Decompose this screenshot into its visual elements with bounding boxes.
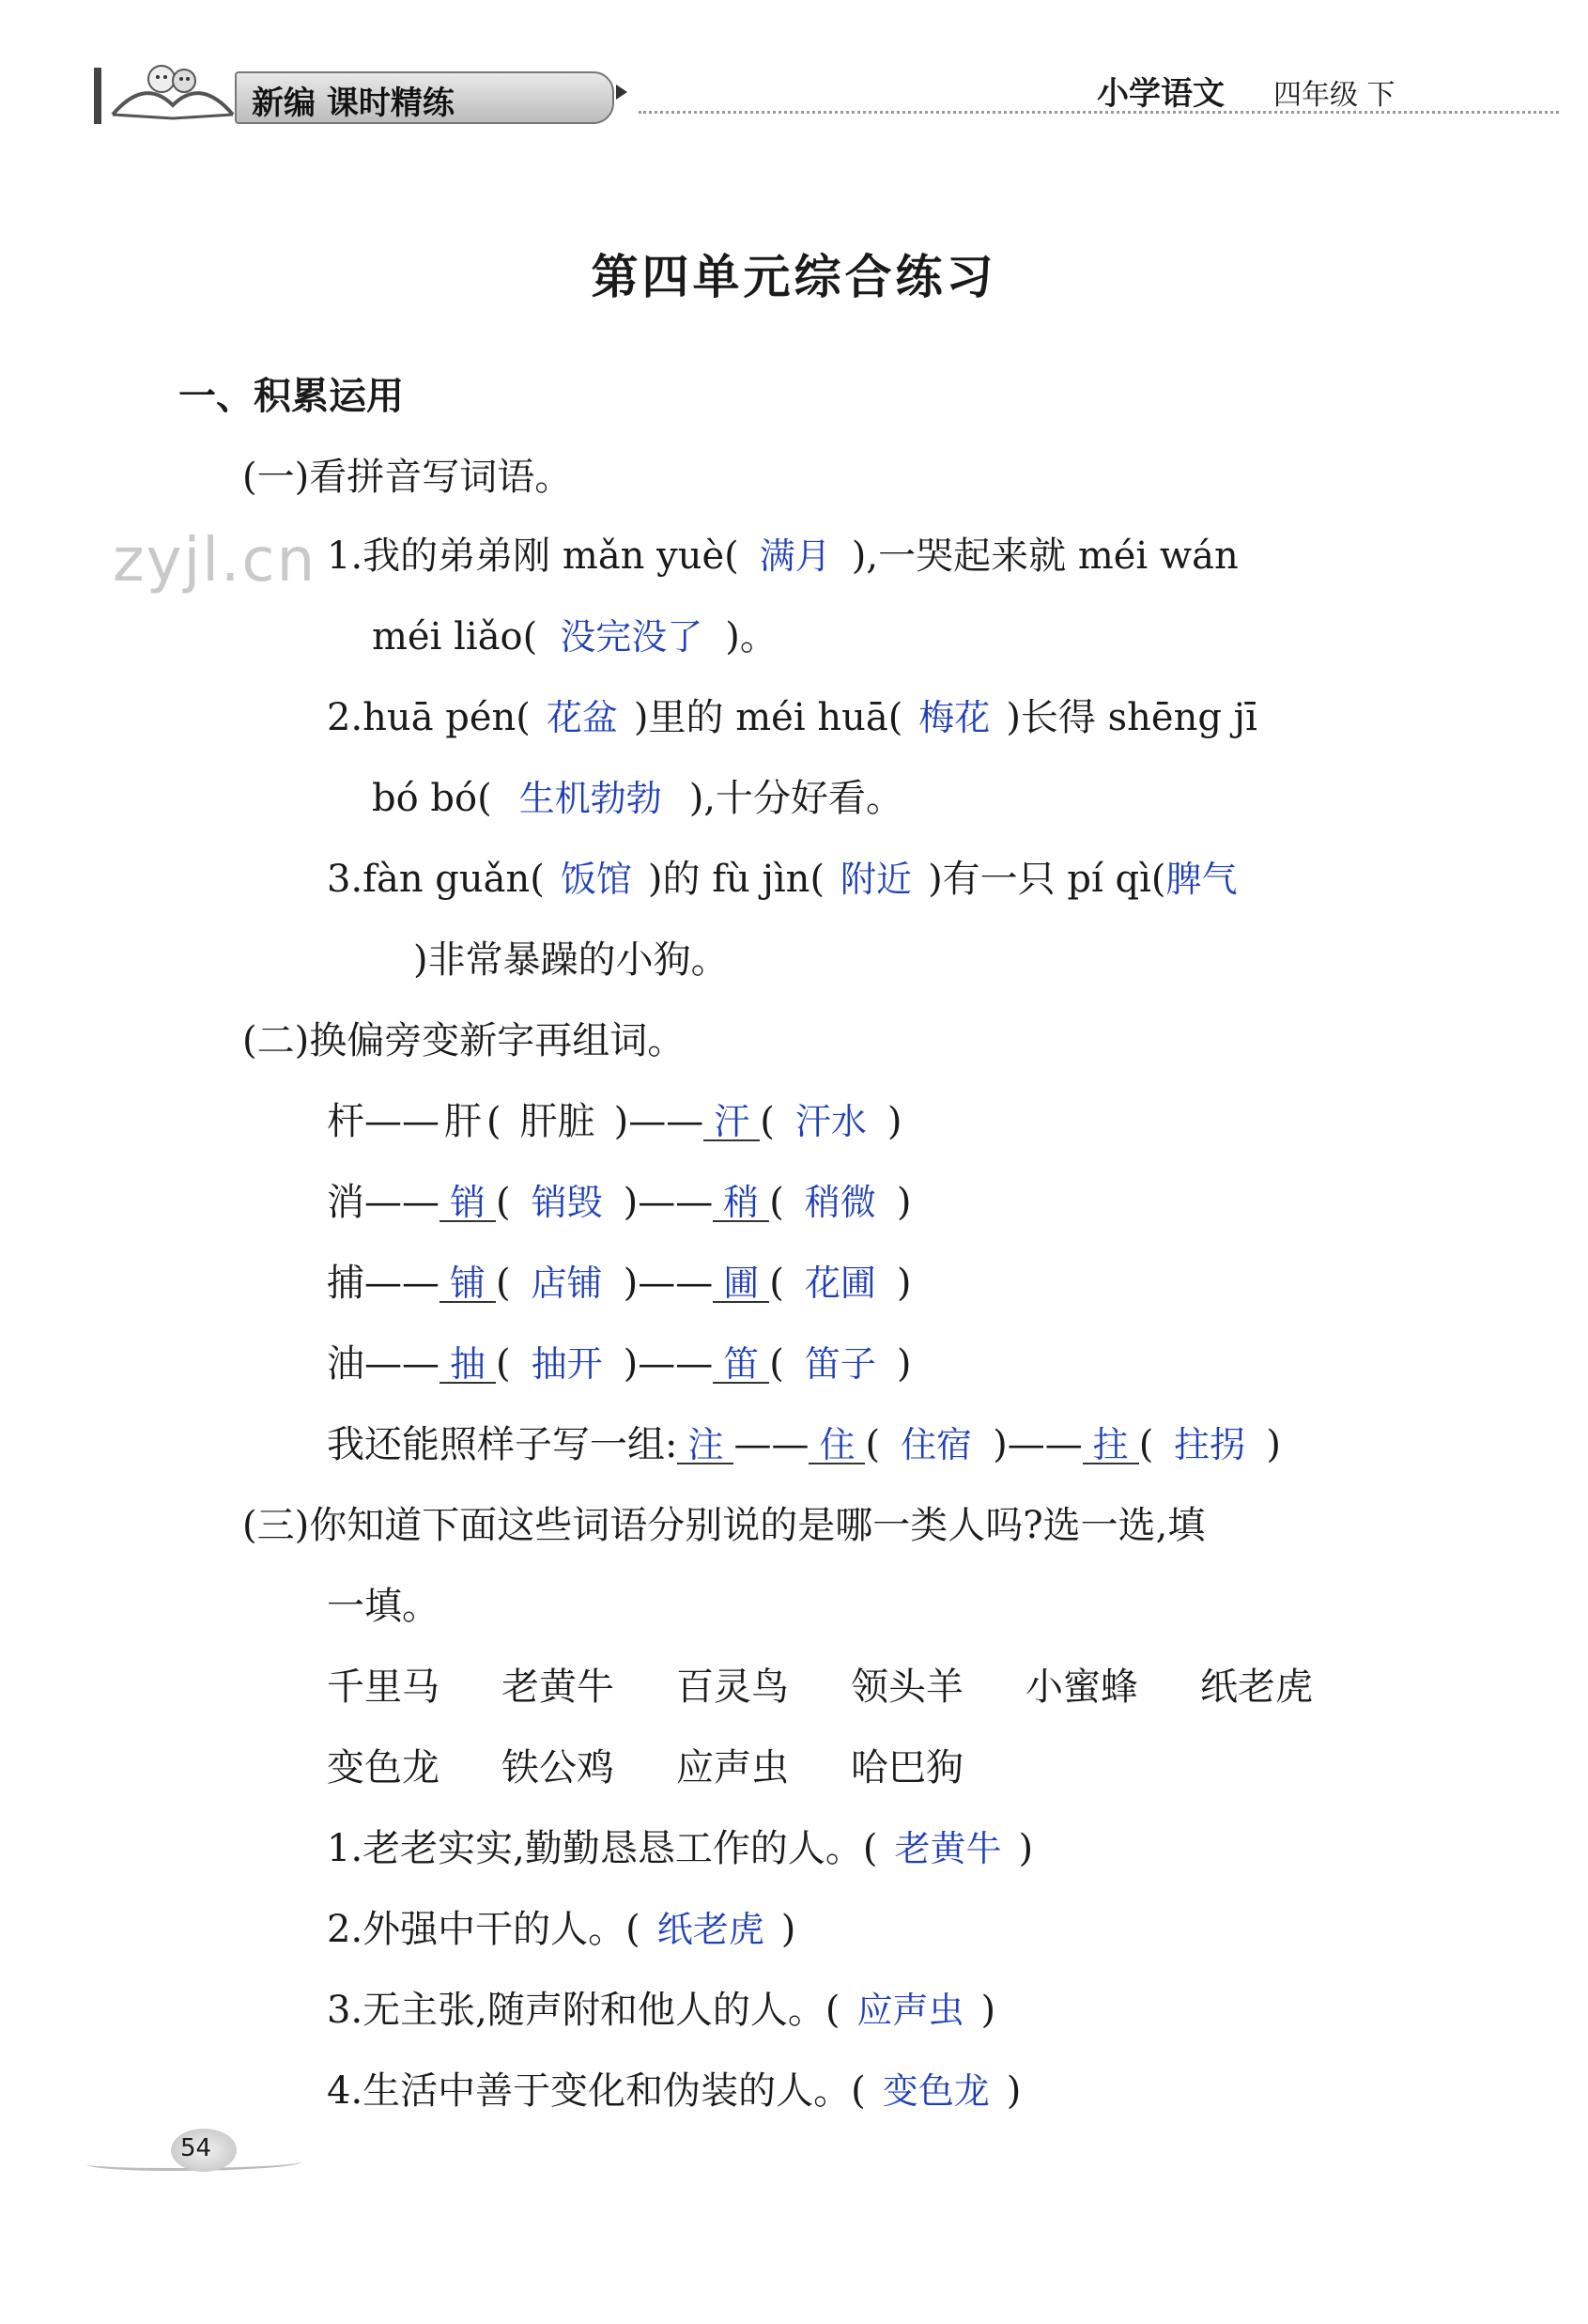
q1-answer-2: 没完没了 [560, 616, 703, 658]
radical-char-1: 销 [439, 1185, 496, 1222]
type-question-text: 1.老老实实,勤勤恳恳工作的人。( [327, 1827, 878, 1870]
q1-num: 1. [327, 535, 363, 578]
type-question-text: 3.无主张,随声附和他人的人。( [327, 1989, 840, 2032]
page-header [94, 58, 1559, 124]
q3-answer-2: 附近 [840, 859, 913, 900]
type-question: 1.老老实实,勤勤恳恳工作的人。( 老黄牛 ) [327, 1827, 1034, 1870]
radical-word-1: 销毁 [531, 1182, 603, 1223]
q2-text-mid2: )长得 shēng jī [1006, 696, 1257, 739]
part3-heading-line2: 一填。 [327, 1585, 439, 1628]
radical-word-2: 稍微 [804, 1182, 876, 1223]
radical-row: 捕—— 铺 ( 店铺 )—— 圃 ( 花圃 ) [327, 1262, 912, 1305]
radical-row: 油—— 抽 ( 抽开 )—— 笛 ( 笛子 ) [327, 1342, 912, 1386]
page-number-block [86, 2114, 302, 2179]
radical-char-2: 稍 [713, 1185, 769, 1222]
q2-text-mid1: )里的 méi huā( [633, 696, 903, 739]
q3-answer-1: 饭馆 [560, 859, 632, 900]
word-bank-item: 哈巴狗 [851, 1746, 964, 1789]
radical-char-2: 汗 [703, 1104, 760, 1141]
subject-label: 小学语文 [1097, 75, 1225, 113]
own-label: 我还能照样子写一组: [327, 1423, 678, 1466]
q2-answer-2: 梅花 [918, 697, 991, 738]
q1-answer-1: 满月 [759, 535, 831, 577]
book-mascot-icon [107, 58, 239, 120]
word-bank-item: 应声虫 [676, 1746, 789, 1789]
q3-text-pre: fàn guǎn( [362, 858, 545, 901]
q2-line1 [327, 696, 1257, 739]
radical-char-1: 铺 [439, 1265, 496, 1303]
q1-line2-pre: méi liǎo( [372, 615, 538, 658]
radical-char-1: 肝 [444, 1100, 482, 1143]
type-answer: 变色龙 [882, 2070, 990, 2112]
radical-base: 油 [327, 1342, 364, 1386]
own-word-1: 住宿 [901, 1424, 973, 1465]
q1-text-pre: 我的弟弟刚 mǎn yuè( [362, 535, 739, 578]
q2-text-pre: huā pén( [362, 696, 531, 739]
header-left-bar [94, 68, 101, 124]
radical-base: 捕 [327, 1262, 364, 1305]
own-word-2: 拄拐 [1174, 1424, 1246, 1465]
radical-word-2: 笛子 [804, 1343, 876, 1385]
radical-base: 杆 [327, 1100, 364, 1143]
q3-line1 [327, 858, 1238, 901]
q2-num: 2. [327, 696, 363, 739]
own-char-1: 住 [809, 1427, 865, 1464]
radical-char-2: 笛 [713, 1346, 769, 1384]
section-heading: 一、积累运用 [178, 375, 404, 418]
q2-end: ),十分好看。 [688, 777, 904, 820]
q2-line2-pre: bó bó( [372, 777, 492, 820]
word-bank-item: 变色龙 [327, 1746, 439, 1789]
series-title: 新编 课时精练 [252, 85, 455, 122]
radical-row: 杆—— 肝 ( 肝脏 )—— 汗 ( 汗水 ) [327, 1100, 902, 1143]
own-char-2: 拄 [1083, 1427, 1139, 1464]
q2-answer-3: 生机勃勃 [518, 778, 662, 819]
radical-row: 消—— 销 ( 销毁 )—— 稍 ( 稍微 ) [327, 1181, 912, 1224]
radical-char-2: 圃 [713, 1265, 769, 1303]
q2-answer-1: 花盆 [546, 697, 618, 738]
radical-base: 消 [327, 1181, 364, 1224]
part2-heading: (二)换偏旁变新字再组词。 [242, 1019, 686, 1062]
q1-text-mid: ),一哭起来就 méi wán [851, 535, 1239, 578]
q3-text-mid1: )的 fù jìn( [647, 858, 825, 901]
q3-line2: )非常暴躁的小狗。 [413, 938, 729, 982]
watermark: zyjl.cn [113, 526, 317, 596]
page-number: 54 [180, 2134, 212, 2162]
q3-text-mid2: )有一只 pí qì( [928, 858, 1166, 901]
radical-word-1: 抽开 [531, 1343, 603, 1385]
type-question: 3.无主张,随声附和他人的人。( 应声虫 ) [327, 1989, 996, 2032]
type-question-text: 2.外强中干的人。( [327, 1908, 640, 1951]
q1-end: )。 [725, 615, 778, 658]
type-question-text: 4.生活中善于变化和伪装的人。( [327, 2069, 866, 2113]
header-arrow-icon [616, 85, 627, 100]
word-bank-item: 小蜜蜂 [1025, 1666, 1138, 1709]
type-question: 2.外强中干的人。( 纸老虎 ) [327, 1908, 796, 1951]
q1-line2 [372, 615, 778, 658]
radical-char-1: 抽 [439, 1346, 496, 1384]
part1-heading: (一)看拼音写词语。 [242, 456, 573, 499]
q1-line1 [327, 535, 1239, 578]
q2-line2 [372, 777, 904, 820]
type-answer: 纸老虎 [656, 1909, 764, 1950]
word-bank-item: 千里马 [327, 1666, 439, 1709]
word-bank-item: 领头羊 [851, 1666, 964, 1709]
radical-word-1: 店铺 [531, 1263, 603, 1304]
word-bank-row1 [327, 1666, 1375, 1709]
part3-heading-line1: (三)你知道下面这些词语分别说的是哪一类人吗?选一选,填 [242, 1504, 1206, 1547]
radical-own-row: 我还能照样子写一组: 注 —— 住 ( 住宿 )—— 拄 ( 拄拐 ) [327, 1423, 1281, 1466]
word-bank-row2 [327, 1746, 1025, 1789]
word-bank-item: 铁公鸡 [501, 1746, 614, 1789]
radical-word-2: 花圃 [804, 1263, 876, 1304]
own-base: 注 [677, 1427, 733, 1464]
q3-num: 3. [327, 858, 363, 901]
word-bank-item: 老黄牛 [501, 1666, 614, 1709]
grade-label: 四年级 下 [1273, 79, 1395, 112]
type-question: 4.生活中善于变化和伪装的人。( 变色龙 ) [327, 2069, 1022, 2113]
radical-word-2: 汗水 [794, 1101, 867, 1142]
q3-answer-3: 脾气 [1165, 859, 1238, 900]
page-title: 第四单元综合练习 [591, 250, 997, 304]
word-bank-item: 百灵鸟 [676, 1666, 789, 1709]
radical-word-1: 肝脏 [519, 1100, 595, 1143]
type-answer: 老黄牛 [894, 1828, 1002, 1869]
type-answer: 应声虫 [856, 1990, 964, 2031]
word-bank-item: 纸老虎 [1200, 1666, 1313, 1709]
